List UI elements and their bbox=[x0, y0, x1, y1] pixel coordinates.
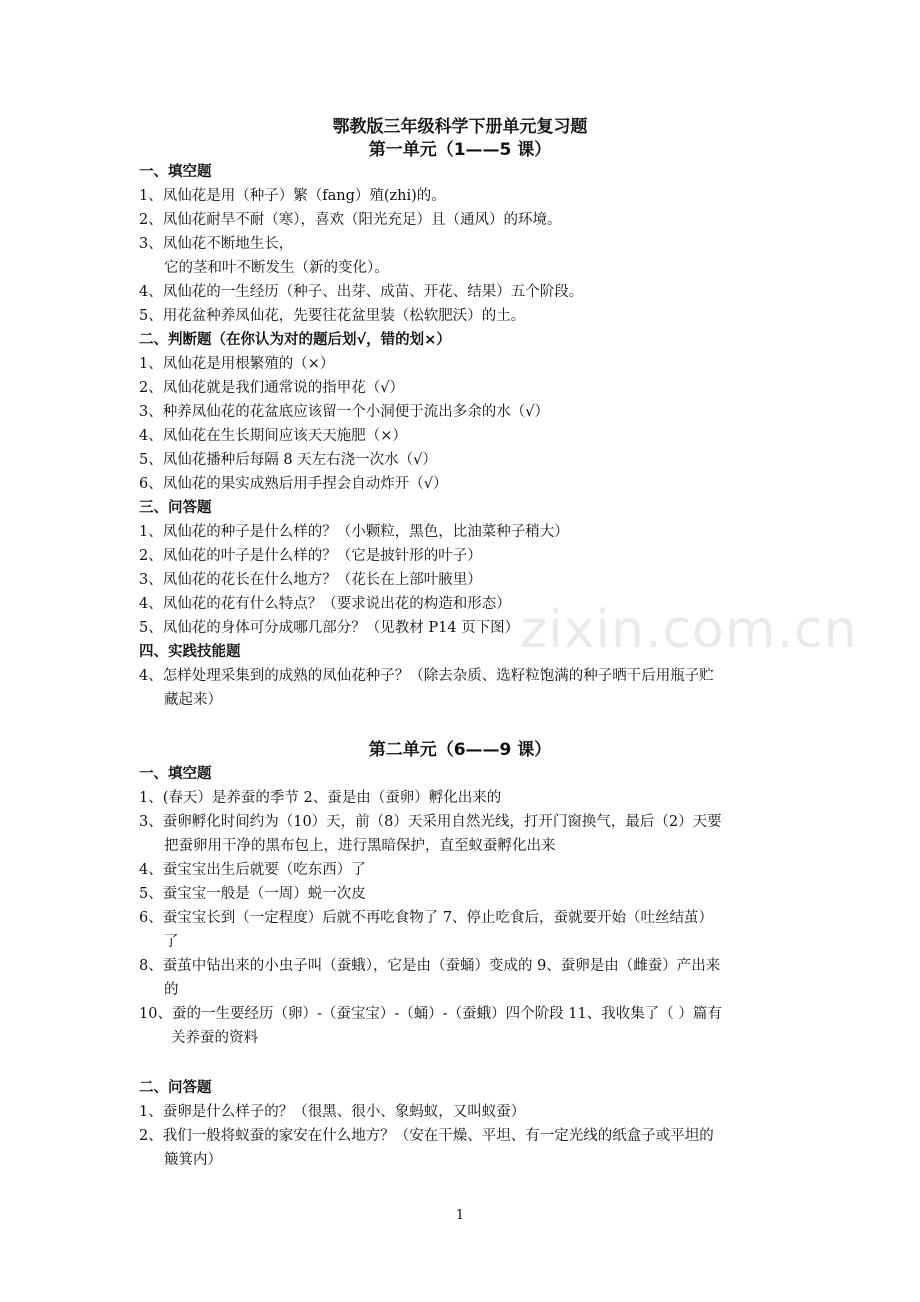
unit1-fill-item-cont: 它的茎和叶不断发生（新的变化）。 bbox=[164, 260, 389, 276]
unit2-qa-line: 2、我们一般将蚁蚕的家安在什么地方？（安在干燥、平坦、有一定光线的纸盒子或平坦的 bbox=[139, 1128, 714, 1144]
document-title: 鄂教版三年级科学下册单元复习题 bbox=[332, 117, 588, 137]
unit1-judge-item: 2、凤仙花就是我们通常说的指甲花（√） bbox=[139, 380, 404, 396]
unit2-qa-line-cont: 簸箕内） bbox=[164, 1152, 222, 1168]
unit1-judge-item: 1、凤仙花是用根繁殖的（×） bbox=[139, 356, 335, 372]
unit2-fill-line-cont: 把蚕卵用干净的黑布包上，进行黑暗保护，直至蚁蚕孵化出来 bbox=[164, 838, 556, 854]
unit2-fill-heading: 一、填空题 bbox=[139, 766, 212, 782]
unit1-practice-item-cont: 藏起来） bbox=[164, 692, 222, 708]
unit2-fill-line-cont: 了 bbox=[164, 934, 179, 950]
unit2-fill-line: 8、蚕茧中钻出来的小虫子叫（蚕蛾），它是由（蚕蛹）变成的 9、蚕卵是由（雌蚕）产出来 bbox=[139, 958, 721, 974]
unit1-judge-item: 4、凤仙花在生长期间应该天天施肥（×） bbox=[139, 428, 407, 444]
unit1-title: 第一单元（1——5 课） bbox=[368, 140, 552, 160]
unit1-judge-item: 5、凤仙花播种后每隔 8 天左右浇一次水（√） bbox=[139, 452, 437, 468]
unit1-judge-heading: 二、判断题（在你认为对的题后划√，错的划×） bbox=[139, 332, 451, 348]
unit2-fill-line: 4、蚕宝宝出生后就要（吃东西）了 bbox=[139, 862, 366, 878]
unit2-fill-line: 1、(春天）是养蚕的季节 2、蚕是由（蚕卵）孵化出来的 bbox=[139, 790, 502, 806]
unit2-qa-heading: 二、问答题 bbox=[139, 1080, 212, 1096]
unit1-practice-heading: 四、实践技能题 bbox=[139, 644, 241, 660]
unit1-fill-item: 4、凤仙花的一生经历（种子、出芽、成苗、开花、结果）五个阶段。 bbox=[139, 284, 584, 300]
unit1-judge-item: 3、种养凤仙花的花盆底应该留一个小洞便于流出多余的水（√） bbox=[139, 404, 549, 420]
unit1-qa-item: 1、凤仙花的种子是什么样的？（小颗粒，黑色，比油菜种子稍大） bbox=[139, 524, 569, 540]
unit2-qa-line: 1、蚕卵是什么样子的？（很黑、很小、象蚂蚁，又叫蚁蚕） bbox=[139, 1104, 526, 1120]
unit1-fill-item: 2、凤仙花耐旱不耐（寒），喜欢（阳光充足）且（通风）的环境。 bbox=[139, 212, 562, 228]
unit2-title: 第二单元（6——9 课） bbox=[368, 740, 552, 760]
unit2-fill-line: 3、蚕卵孵化时间约为（10）天，前（8）天采用自然光线，打开门窗换气，最后（2）天要 bbox=[139, 814, 722, 830]
unit2-fill-line: 6、蚕宝宝长到（一定程度）后就不再吃食物了 7、停止吃食后，蚕就要开始（吐丝结茧） bbox=[139, 910, 714, 926]
unit1-qa-heading: 三、问答题 bbox=[139, 500, 212, 516]
watermark: zixin.com.cn bbox=[520, 600, 858, 660]
unit1-qa-item: 4、凤仙花的花有什么特点？（要求说出花的构造和形态） bbox=[139, 596, 511, 612]
unit1-fill-item: 5、用花盆种养凤仙花，先要往花盆里装（松软肥沃）的土。 bbox=[139, 308, 526, 324]
unit2-fill-line-cont: 关养蚕的资料 bbox=[171, 1030, 258, 1046]
unit1-qa-item: 2、凤仙花的叶子是什么样的？（它是披针形的叶子） bbox=[139, 548, 482, 564]
unit2-fill-line: 5、蚕宝宝一般是（一周）蜕一次皮 bbox=[139, 886, 366, 902]
unit1-judge-item: 6、凤仙花的果实成熟后用手捏会自动炸开（√） bbox=[139, 476, 448, 492]
unit2-fill-line-cont: 的 bbox=[164, 982, 179, 998]
unit1-practice-item: 4、怎样处理采集到的成熟的凤仙花种子？（除去杂质、选籽粒饱满的种子晒干后用瓶子贮 bbox=[139, 668, 714, 684]
unit1-fill-heading: 一、填空题 bbox=[139, 164, 212, 180]
page-number: 1 bbox=[455, 1208, 465, 1223]
unit1-fill-item: 1、凤仙花是用（种子）繁（fang）殖(zhi)的。 bbox=[139, 188, 446, 204]
unit1-qa-item: 5、凤仙花的身体可分成哪几部分？（见教材 P14 页下图） bbox=[139, 620, 520, 636]
unit1-fill-item: 3、凤仙花不断地生长， bbox=[139, 236, 294, 252]
unit1-qa-item: 3、凤仙花的花长在什么地方？（花长在上部叶腋里） bbox=[139, 572, 482, 588]
unit2-fill-line: 10、蚕的一生要经历（卵）-（蚕宝宝）-（蛹）-（蚕蛾）四个阶段 11、我收集了（ ）篇有 bbox=[139, 1006, 722, 1022]
